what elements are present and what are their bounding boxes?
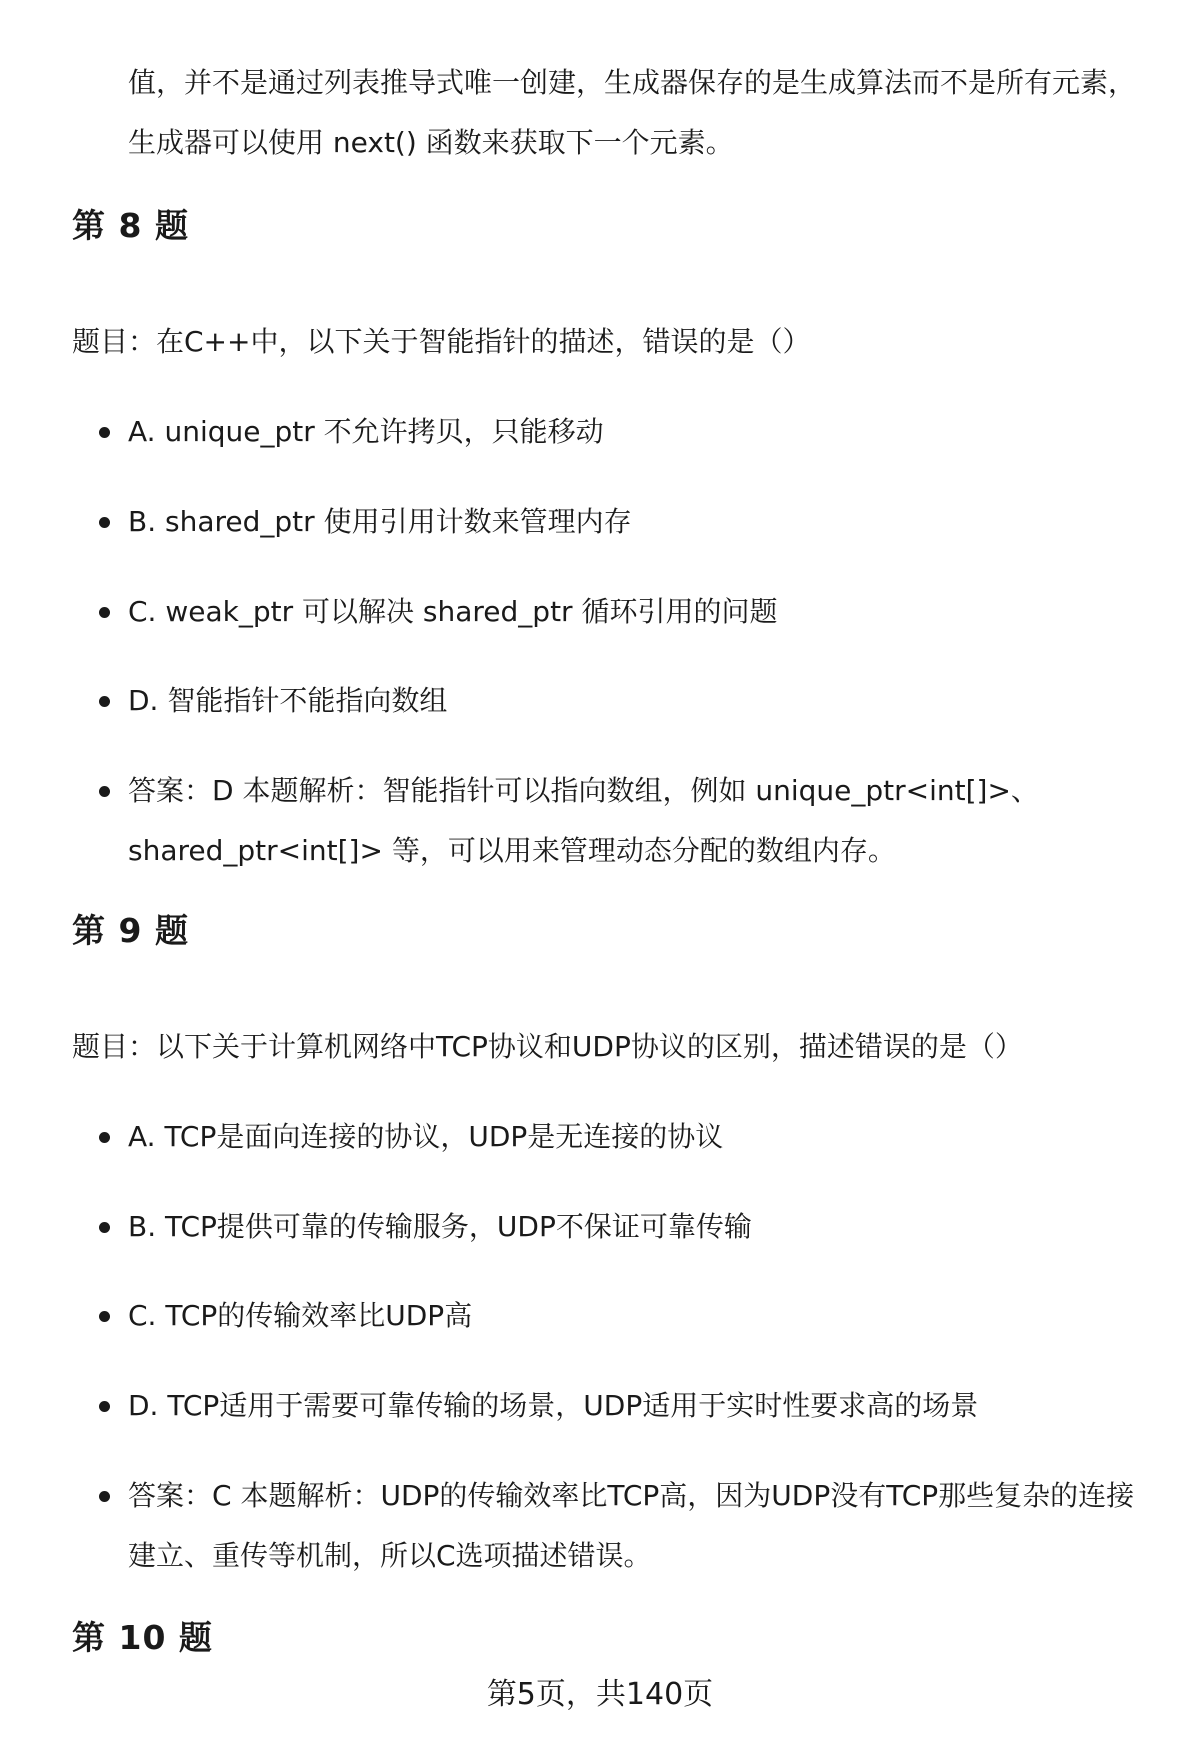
question-9-stem: 题目：以下关于计算机网络中TCP协议和UDP协议的区别，描述错误的是（）	[72, 1030, 1023, 1063]
question-9-title: 第 9 题	[72, 911, 189, 950]
question-8-stem: 题目：在C++中，以下关于智能指针的描述，错误的是（）	[72, 325, 811, 358]
question-9-answer: 答案：C 本题解析：UDP的传输效率比TCP高，因为UDP没有TCP那些复杂的连接建立、重传等机制，所以C选项描述错误。	[128, 1466, 1148, 1586]
question-9-option-a: A. TCP是面向连接的协议，UDP是无连接的协议	[128, 1107, 1148, 1167]
question-8-option-c: C. weak_ptr 可以解决 shared_ptr 循环引用的问题	[128, 582, 1148, 642]
question-8-answer: 答案：D 本题解析：智能指针可以指向数组，例如 unique_ptr<int[]>、shared_ptr<int[]> 等，可以用来管理动态分配的数组内存。	[128, 761, 1148, 881]
question-8-title: 第 8 题	[72, 206, 189, 245]
question-8-option-a: A. unique_ptr 不允许拷贝，只能移动	[128, 402, 1148, 462]
continuation-paragraph: 值，并不是通过列表推导式唯一创建，生成器保存的是生成算法而不是所有元素，生成器可以使用 next() 函数来获取下一个元素。	[128, 66, 1137, 159]
question-9-option-d: D. TCP适用于需要可靠传输的场景，UDP适用于实时性要求高的场景	[128, 1376, 1148, 1436]
page-number-footer: 第5页，共140页	[486, 1677, 714, 1712]
question-8-option-b: B. shared_ptr 使用引用计数来管理内存	[128, 492, 1148, 552]
question-9-option-b: B. TCP提供可靠的传输服务，UDP不保证可靠传输	[128, 1197, 1148, 1257]
question-9-option-c: C. TCP的传输效率比UDP高	[128, 1286, 1148, 1346]
question-8-option-d: D. 智能指针不能指向数组	[128, 671, 1148, 731]
question-10-title: 第 10 题	[72, 1618, 213, 1657]
